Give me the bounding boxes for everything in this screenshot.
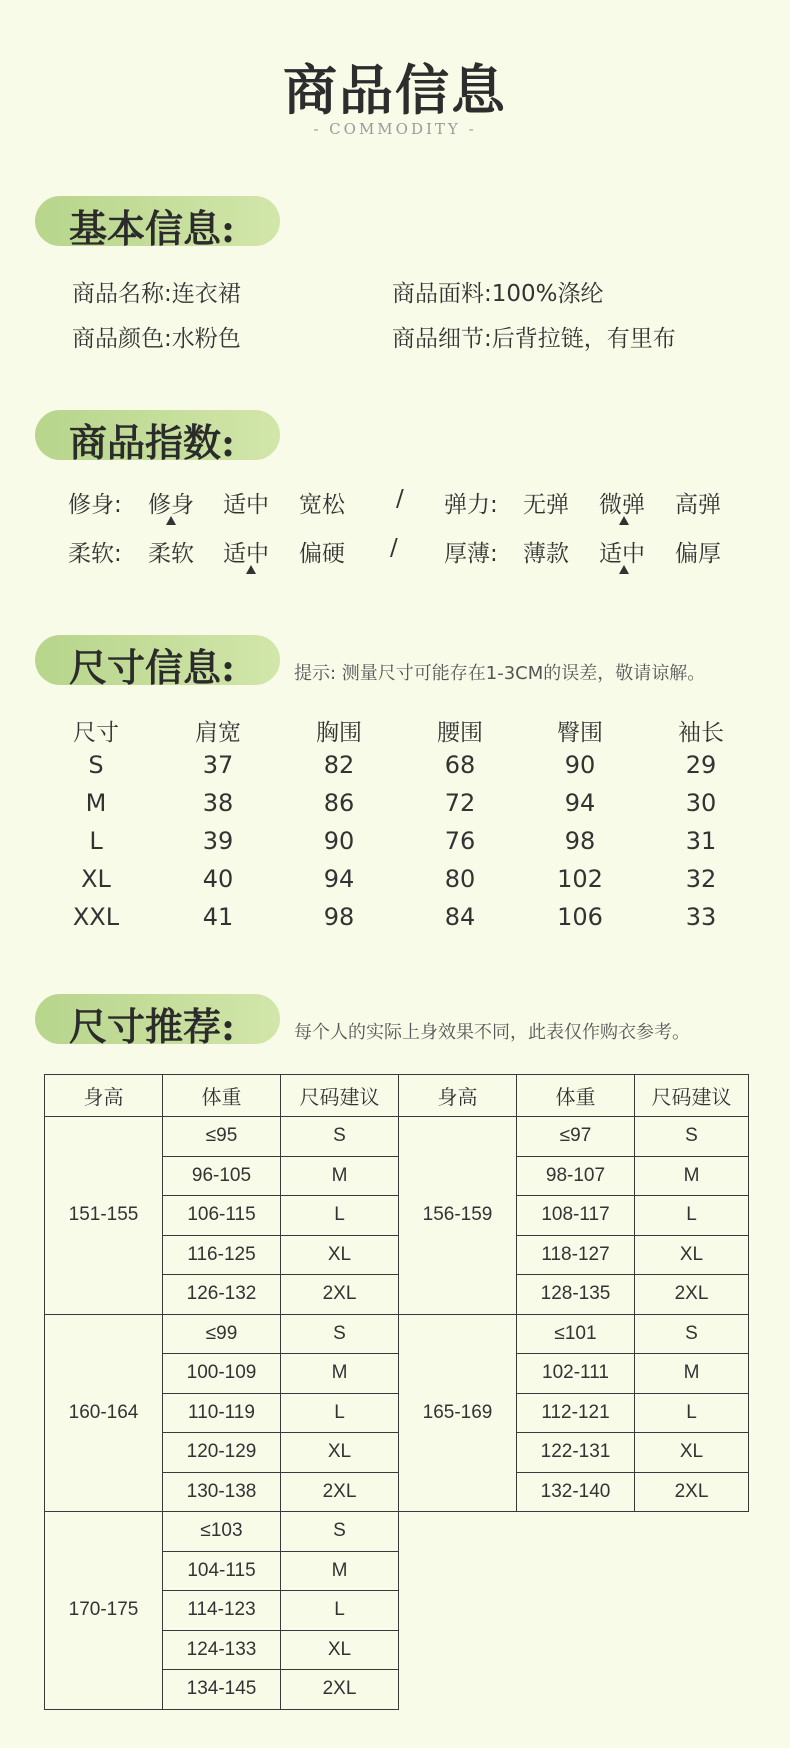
size-info-heading-text: 尺寸信息: [69, 645, 236, 690]
index-option: 薄款 [523, 541, 569, 567]
weight-cell: 96-105 [163, 1156, 281, 1196]
index-option: 无弹 [523, 492, 569, 518]
size-cell: 84 [444, 903, 476, 931]
size-rec-heading [35, 994, 280, 1049]
selected-marker-icon [619, 565, 629, 574]
empty-area [399, 1512, 749, 1710]
size-cell: XL [281, 1433, 399, 1473]
height-cell: 165-169 [399, 1314, 517, 1512]
height-cell: 156-159 [399, 1117, 517, 1315]
size-cell: 40 [202, 865, 234, 893]
size-cell: M [281, 1551, 399, 1591]
basic-info-item [72, 275, 241, 308]
weight-cell: 108-117 [517, 1196, 635, 1236]
size-cell: 31 [685, 827, 717, 855]
index-option: 适中 [223, 541, 269, 567]
size-cell: 98 [323, 903, 355, 931]
index-option: 适中 [223, 492, 269, 518]
size-cell: 2XL [281, 1472, 399, 1512]
index-heading-text: 商品指数: [69, 420, 236, 465]
weight-cell: 116-125 [163, 1235, 281, 1275]
size-cell: 39 [202, 827, 234, 855]
weight-cell: 112-121 [517, 1393, 635, 1433]
index-option: 高弹 [675, 492, 721, 518]
size-cell: 90 [564, 751, 596, 779]
basic-info-item [392, 275, 604, 308]
size-cell: 37 [202, 751, 234, 779]
size-cell: 102 [557, 865, 603, 893]
basic-info-value: 后背拉链，有里布 [491, 326, 676, 352]
table-header-row [45, 1075, 749, 1117]
weight-cell: ≤99 [163, 1314, 281, 1354]
basic-info-value: 水粉色 [171, 326, 241, 352]
weight-cell: 120-129 [163, 1433, 281, 1473]
size-cell: 41 [202, 903, 234, 931]
index-option: 微弹 [599, 492, 645, 518]
size-cell: L [635, 1393, 749, 1433]
index-label-fit: 修身: [68, 492, 122, 518]
size-cell: 2XL [635, 1472, 749, 1512]
height-cell: 160-164 [45, 1314, 163, 1512]
page-title: 商品信息 [283, 58, 507, 122]
index-option: 偏硬 [299, 541, 345, 567]
table-row [45, 1512, 749, 1552]
size-cell: S [281, 1117, 399, 1157]
size-col-header: 臀围 [557, 720, 603, 746]
selected-marker-icon [166, 516, 176, 525]
size-cell: 68 [444, 751, 476, 779]
weight-cell: 134-145 [163, 1670, 281, 1710]
selected-marker-icon [619, 516, 629, 525]
basic-info-label: 商品名称: [72, 281, 172, 307]
size-cell: S [281, 1512, 399, 1552]
basic-info-heading-text: 基本信息: [69, 206, 236, 251]
size-cell: XL [635, 1433, 749, 1473]
index-separator: / [396, 486, 404, 512]
index-option: 适中 [599, 541, 645, 567]
weight-cell: 128-135 [517, 1275, 635, 1315]
size-cell: M [281, 1156, 399, 1196]
size-cell: 90 [323, 827, 355, 855]
weight-cell: 130-138 [163, 1472, 281, 1512]
size-cell: 80 [444, 865, 476, 893]
size-cell: 72 [444, 789, 476, 817]
basic-info-label: 商品细节: [392, 326, 492, 352]
table-header-cell: 尺码建议 [281, 1075, 399, 1117]
size-cell: L [635, 1196, 749, 1236]
height-cell: 170-175 [45, 1512, 163, 1710]
size-cell: S [635, 1117, 749, 1157]
size-cell: L [281, 1591, 399, 1631]
index-option: 柔软 [148, 541, 194, 567]
weight-cell: ≤95 [163, 1117, 281, 1157]
size-cell: XL [281, 1235, 399, 1275]
weight-cell: ≤97 [517, 1117, 635, 1157]
weight-cell: ≤103 [163, 1512, 281, 1552]
size-cell: 32 [685, 865, 717, 893]
size-recommendation-table [44, 1074, 749, 1710]
weight-cell: 126-132 [163, 1275, 281, 1315]
weight-cell: 104-115 [163, 1551, 281, 1591]
size-cell: XXL [72, 903, 120, 931]
size-rec-note: 每个人的实际上身效果不同，此表仅作购衣参考。 [294, 1022, 690, 1043]
weight-cell: 102-111 [517, 1354, 635, 1394]
basic-info-value: 100%涤纶 [491, 281, 604, 307]
table-row [45, 1117, 749, 1157]
table-header-cell: 体重 [163, 1075, 281, 1117]
size-info-note: 提示: 测量尺寸可能存在1-3CM的误差，敬请谅解。 [294, 663, 706, 684]
size-cell: S [281, 1314, 399, 1354]
size-cell: XL [81, 865, 111, 893]
size-cell: 2XL [635, 1275, 749, 1315]
index-option: 宽松 [299, 492, 345, 518]
size-info-heading [35, 635, 280, 690]
size-cell: S [635, 1314, 749, 1354]
index-label-thickness: 厚薄: [444, 541, 498, 567]
size-cell: 29 [685, 751, 717, 779]
size-cell: 94 [564, 789, 596, 817]
weight-cell: 98-107 [517, 1156, 635, 1196]
index-separator: / [390, 535, 398, 561]
weight-cell: ≤101 [517, 1314, 635, 1354]
size-cell: XL [635, 1235, 749, 1275]
index-label-softness: 柔软: [68, 541, 122, 567]
size-cell: L [281, 1393, 399, 1433]
weight-cell: 100-109 [163, 1354, 281, 1394]
size-cell: S [88, 751, 104, 779]
size-cell: 38 [202, 789, 234, 817]
basic-info-label: 商品颜色: [72, 326, 172, 352]
size-cell: M [281, 1354, 399, 1394]
basic-info-item [72, 320, 241, 353]
weight-cell: 114-123 [163, 1591, 281, 1631]
size-cell: 82 [323, 751, 355, 779]
size-cell: 98 [564, 827, 596, 855]
weight-cell: 118-127 [517, 1235, 635, 1275]
size-cell: 2XL [281, 1670, 399, 1710]
size-cell: 86 [323, 789, 355, 817]
size-col-header: 尺寸 [73, 720, 119, 746]
index-option: 修身 [148, 492, 194, 518]
size-cell: 94 [323, 865, 355, 893]
size-cell: M [635, 1156, 749, 1196]
size-cell: 76 [444, 827, 476, 855]
index-label-elasticity: 弹力: [444, 492, 498, 518]
page-subtitle: - COMMODITY - [313, 120, 477, 138]
size-cell: 30 [685, 789, 717, 817]
index-option: 偏厚 [675, 541, 721, 567]
size-cell: 2XL [281, 1275, 399, 1315]
basic-info-value: 连衣裙 [171, 281, 241, 307]
height-cell: 151-155 [45, 1117, 163, 1315]
weight-cell: 110-119 [163, 1393, 281, 1433]
basic-info-heading [35, 196, 280, 251]
size-cell: L [89, 827, 103, 855]
table-row [45, 1314, 749, 1354]
table-header-cell: 身高 [399, 1075, 517, 1117]
size-cell: XL [281, 1630, 399, 1670]
basic-info-label: 商品面料: [392, 281, 492, 307]
weight-cell: 132-140 [517, 1472, 635, 1512]
size-cell: 33 [685, 903, 717, 931]
weight-cell: 122-131 [517, 1433, 635, 1473]
size-col-header: 腰围 [437, 720, 483, 746]
size-rec-heading-text: 尺寸推荐: [69, 1004, 236, 1049]
size-cell: M [635, 1354, 749, 1394]
table-header-cell: 体重 [517, 1075, 635, 1117]
size-col-header: 肩宽 [195, 720, 241, 746]
weight-cell: 106-115 [163, 1196, 281, 1236]
index-heading [35, 410, 280, 465]
size-cell: M [85, 789, 107, 817]
size-cell: 106 [557, 903, 603, 931]
table-header-cell: 尺码建议 [635, 1075, 749, 1117]
weight-cell: 124-133 [163, 1630, 281, 1670]
size-cell: L [281, 1196, 399, 1236]
selected-marker-icon [246, 565, 256, 574]
basic-info-item [392, 320, 676, 353]
table-header-cell: 身高 [45, 1075, 163, 1117]
size-col-header: 胸围 [316, 720, 362, 746]
size-col-header: 袖长 [678, 720, 724, 746]
